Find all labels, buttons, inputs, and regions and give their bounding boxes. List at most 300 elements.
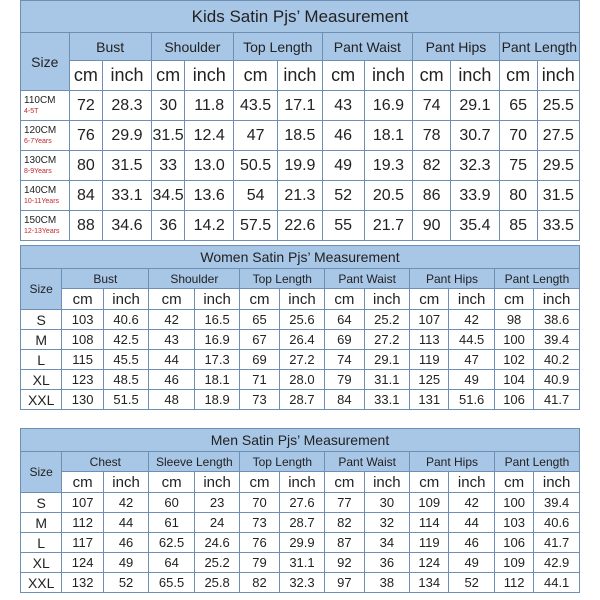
measurement-cell: 51.6 <box>449 390 495 410</box>
measurement-cell: 46 <box>103 533 149 553</box>
measurement-cell: 48 <box>149 390 195 410</box>
measurement-cell: 18.9 <box>194 390 240 410</box>
measurement-cell: 112 <box>62 513 103 533</box>
measurement-cell: 25.2 <box>364 310 410 330</box>
measurement-cell: 18.5 <box>278 121 322 151</box>
measurement-cell: 39.4 <box>534 493 580 513</box>
measurement-cell: 22.6 <box>278 211 322 241</box>
measurement-cell: 28.7 <box>279 390 325 410</box>
women-size-chart <box>20 245 580 410</box>
measurement-cell: 28.0 <box>279 370 325 390</box>
measurement-cell: 40.6 <box>534 513 580 533</box>
measurement-cell: 90 <box>413 211 451 241</box>
measurement-cell: 44.5 <box>449 330 495 350</box>
age-range-label: 6-7Years <box>24 137 52 145</box>
men-column-header: Pant Hips <box>410 452 495 472</box>
measurement-cell: 64 <box>149 553 195 573</box>
unit-cm-label: cm <box>325 289 364 310</box>
women-column-header: Shoulder <box>149 269 240 289</box>
women-header-row <box>21 269 580 289</box>
size-label: L <box>37 534 46 551</box>
measurement-cell: 78 <box>413 121 451 151</box>
unit-cm-label: cm <box>410 472 449 493</box>
measurement-cell: 50.5 <box>233 151 277 181</box>
unit-inch-label: inch <box>364 472 410 493</box>
size-cell <box>21 370 62 390</box>
size-cell <box>21 151 70 181</box>
unit-inch-label: inch <box>185 61 234 91</box>
measurement-cell: 103 <box>494 513 533 533</box>
measurement-cell: 82 <box>325 513 364 533</box>
measurement-cell: 25.2 <box>194 553 240 573</box>
measurement-cell: 25.6 <box>279 310 325 330</box>
measurement-cell: 86 <box>413 181 451 211</box>
measurement-cell: 49 <box>449 553 495 573</box>
measurement-cell: 25.8 <box>194 573 240 593</box>
measurement-cell: 20.5 <box>364 181 413 211</box>
size-cell <box>21 310 62 330</box>
measurement-cell: 42 <box>449 493 495 513</box>
women-column-header: Pant Hips <box>410 269 495 289</box>
unit-inch-label: inch <box>534 289 580 310</box>
measurement-cell: 98 <box>494 310 533 330</box>
unit-cm-label: cm <box>240 289 279 310</box>
size-label: 140CM <box>24 184 57 196</box>
kids-column-header: Pant Hips <box>413 33 499 61</box>
unit-cm-label: cm <box>494 289 533 310</box>
unit-inch-label: inch <box>194 472 240 493</box>
measurement-cell: 38.6 <box>534 310 580 330</box>
measurement-cell: 134 <box>410 573 449 593</box>
measurement-cell: 27.2 <box>279 350 325 370</box>
measurement-cell: 79 <box>325 370 364 390</box>
size-cell <box>21 121 70 151</box>
table-row <box>21 310 580 330</box>
measurement-cell: 21.7 <box>364 211 413 241</box>
measurement-cell: 100 <box>494 493 533 513</box>
men-header-row <box>21 452 580 472</box>
measurement-cell: 35.4 <box>451 211 500 241</box>
men-column-header: Top Length <box>240 452 325 472</box>
measurement-cell: 130 <box>62 390 103 410</box>
kids-column-header: Bust <box>69 33 151 61</box>
measurement-cell: 31.5 <box>537 181 579 211</box>
measurement-cell: 117 <box>62 533 103 553</box>
table-row <box>21 181 580 211</box>
measurement-cell: 29.5 <box>537 151 579 181</box>
measurement-cell: 119 <box>410 350 449 370</box>
measurement-cell: 36 <box>364 553 410 573</box>
measurement-cell: 44 <box>149 350 195 370</box>
measurement-cell: 29.9 <box>103 121 152 151</box>
measurement-cell: 112 <box>494 573 533 593</box>
unit-cm-label: cm <box>233 61 277 91</box>
kids-column-header: Pant Waist <box>322 33 413 61</box>
measurement-cell: 70 <box>240 493 279 513</box>
table-row <box>21 493 580 513</box>
measurement-cell: 100 <box>494 330 533 350</box>
measurement-cell: 33.1 <box>364 390 410 410</box>
measurement-cell: 104 <box>494 370 533 390</box>
measurement-cell: 54 <box>233 181 277 211</box>
measurement-cell: 52 <box>322 181 364 211</box>
women-column-header: Pant Length <box>494 269 579 289</box>
men-column-header: Pant Waist <box>325 452 410 472</box>
unit-cm-label: cm <box>151 61 185 91</box>
measurement-cell: 24.6 <box>194 533 240 553</box>
measurement-cell: 31.1 <box>364 370 410 390</box>
measurement-cell: 69 <box>240 350 279 370</box>
size-cell <box>21 573 62 593</box>
women-column-header: Top Length <box>240 269 325 289</box>
measurement-cell: 82 <box>413 151 451 181</box>
measurement-cell: 61 <box>149 513 195 533</box>
unit-cm-label: cm <box>494 472 533 493</box>
measurement-cell: 41.7 <box>534 390 580 410</box>
measurement-cell: 45.5 <box>103 350 149 370</box>
kids-unit-row <box>21 61 580 91</box>
measurement-cell: 31.1 <box>279 553 325 573</box>
measurement-cell: 92 <box>325 553 364 573</box>
measurement-cell: 115 <box>62 350 103 370</box>
size-label: 110CM <box>24 94 56 106</box>
measurement-cell: 36 <box>151 211 185 241</box>
women-body <box>21 246 580 410</box>
measurement-cell: 67 <box>240 330 279 350</box>
women-size-header: Size <box>21 269 62 310</box>
measurement-cell: 131 <box>410 390 449 410</box>
table-row <box>21 151 580 181</box>
size-cell <box>21 533 62 553</box>
measurement-cell: 33.5 <box>537 211 579 241</box>
kids-table <box>20 0 580 241</box>
unit-cm-label: cm <box>413 61 451 91</box>
unit-cm-label: cm <box>322 61 364 91</box>
unit-inch-label: inch <box>364 61 413 91</box>
measurement-cell: 49 <box>103 553 149 573</box>
table-row <box>21 533 580 553</box>
unit-cm-label: cm <box>69 61 103 91</box>
measurement-cell: 84 <box>69 181 103 211</box>
table-row <box>21 553 580 573</box>
measurement-cell: 74 <box>413 91 451 121</box>
measurement-cell: 114 <box>410 513 449 533</box>
women-title: Women Satin Pjs’ Measurement <box>21 246 580 269</box>
size-cell <box>21 513 62 533</box>
measurement-cell: 39.4 <box>534 330 580 350</box>
unit-cm-label: cm <box>149 289 195 310</box>
measurement-cell: 52 <box>103 573 149 593</box>
measurement-cell: 40.2 <box>534 350 580 370</box>
measurement-cell: 103 <box>62 310 103 330</box>
measurement-cell: 12.4 <box>185 121 234 151</box>
measurement-cell: 125 <box>410 370 449 390</box>
measurement-cell: 75 <box>499 151 537 181</box>
unit-inch-label: inch <box>194 289 240 310</box>
measurement-cell: 43 <box>149 330 195 350</box>
measurement-cell: 32.3 <box>451 151 500 181</box>
measurement-cell: 69 <box>325 330 364 350</box>
measurement-cell: 34.6 <box>103 211 152 241</box>
kids-title: Kids Satin Pjs’ Measurement <box>21 1 580 33</box>
measurement-cell: 88 <box>69 211 103 241</box>
men-unit-row <box>21 472 580 493</box>
measurement-cell: 41.7 <box>534 533 580 553</box>
unit-inch-label: inch <box>537 61 579 91</box>
measurement-cell: 13.6 <box>185 181 234 211</box>
unit-inch-label: inch <box>449 289 495 310</box>
measurement-cell: 72 <box>69 91 103 121</box>
size-cell <box>21 553 62 573</box>
measurement-cell: 33.1 <box>103 181 152 211</box>
age-range-label: 10-11Years <box>24 197 60 205</box>
measurement-cell: 48.5 <box>103 370 149 390</box>
table-row <box>21 513 580 533</box>
unit-inch-label: inch <box>103 472 149 493</box>
unit-inch-label: inch <box>534 472 580 493</box>
measurement-cell: 109 <box>410 493 449 513</box>
measurement-cell: 132 <box>62 573 103 593</box>
men-column-header: Pant Length <box>494 452 579 472</box>
women-column-header: Bust <box>62 269 149 289</box>
size-label: XL <box>32 371 50 388</box>
unit-inch-label: inch <box>103 61 152 91</box>
measurement-cell: 29.1 <box>451 91 500 121</box>
men-body <box>21 429 580 593</box>
size-cell <box>21 390 62 410</box>
size-label: L <box>37 351 46 368</box>
measurement-cell: 70 <box>499 121 537 151</box>
measurement-cell: 107 <box>62 493 103 513</box>
age-range-label: 4-5T <box>24 107 39 115</box>
unit-inch-label: inch <box>449 472 495 493</box>
measurement-cell: 29.9 <box>279 533 325 553</box>
measurement-cell: 113 <box>410 330 449 350</box>
kids-size-chart <box>20 0 580 241</box>
measurement-cell: 32.3 <box>279 573 325 593</box>
measurement-cell: 19.3 <box>364 151 413 181</box>
measurement-cell: 34.5 <box>151 181 185 211</box>
size-label: S <box>36 494 46 511</box>
measurement-cell: 47 <box>449 350 495 370</box>
measurement-cell: 47 <box>233 121 277 151</box>
measurement-cell: 43.5 <box>233 91 277 121</box>
women-unit-row <box>21 289 580 310</box>
table-row <box>21 121 580 151</box>
unit-inch-label: inch <box>364 289 410 310</box>
measurement-cell: 79 <box>240 553 279 573</box>
women-title-row <box>21 246 580 269</box>
measurement-cell: 107 <box>410 310 449 330</box>
size-label: M <box>35 331 48 348</box>
table-row <box>21 573 580 593</box>
measurement-cell: 13.0 <box>185 151 234 181</box>
measurement-cell: 106 <box>494 533 533 553</box>
measurement-cell: 65 <box>240 310 279 330</box>
size-label: 120CM <box>24 124 57 136</box>
size-label: XL <box>32 554 50 571</box>
measurement-cell: 44.1 <box>534 573 580 593</box>
unit-cm-label: cm <box>240 472 279 493</box>
size-label: S <box>36 311 46 328</box>
measurement-cell: 16.9 <box>194 330 240 350</box>
men-column-header: Chest <box>62 452 149 472</box>
measurement-cell: 73 <box>240 513 279 533</box>
size-label: 130CM <box>24 154 57 166</box>
measurement-cell: 40.9 <box>534 370 580 390</box>
measurement-cell: 18.1 <box>364 121 413 151</box>
kids-column-header: Pant Length <box>499 33 579 61</box>
measurement-cell: 106 <box>494 390 533 410</box>
measurement-cell: 46 <box>149 370 195 390</box>
measurement-cell: 34 <box>364 533 410 553</box>
measurement-cell: 71 <box>240 370 279 390</box>
table-row <box>21 370 580 390</box>
kids-column-header: Top Length <box>233 33 322 61</box>
measurement-cell: 76 <box>240 533 279 553</box>
measurement-cell: 42.5 <box>103 330 149 350</box>
measurement-cell: 29.1 <box>364 350 410 370</box>
table-row <box>21 350 580 370</box>
unit-inch-label: inch <box>279 472 325 493</box>
men-title: Men Satin Pjs’ Measurement <box>21 429 580 452</box>
size-cell <box>21 493 62 513</box>
men-column-header: Sleeve Length <box>149 452 240 472</box>
men-table <box>20 428 580 593</box>
kids-size-header: Size <box>21 33 70 91</box>
men-size-chart <box>20 428 580 593</box>
measurement-cell: 84 <box>325 390 364 410</box>
women-table <box>20 245 580 410</box>
measurement-cell: 40.6 <box>103 310 149 330</box>
measurement-cell: 87 <box>325 533 364 553</box>
measurement-cell: 17.3 <box>194 350 240 370</box>
measurement-cell: 16.5 <box>194 310 240 330</box>
measurement-cell: 49 <box>322 151 364 181</box>
measurement-cell: 109 <box>494 553 533 573</box>
measurement-cell: 65 <box>499 91 537 121</box>
age-range-label: 12-13Years <box>24 227 60 235</box>
unit-cm-label: cm <box>149 472 195 493</box>
measurement-cell: 33 <box>151 151 185 181</box>
measurement-cell: 21.3 <box>278 181 322 211</box>
measurement-cell: 28.7 <box>279 513 325 533</box>
measurement-cell: 11.8 <box>185 91 234 121</box>
measurement-cell: 18.1 <box>194 370 240 390</box>
measurement-cell: 82 <box>240 573 279 593</box>
measurement-cell: 49 <box>449 370 495 390</box>
measurement-cell: 26.4 <box>279 330 325 350</box>
unit-cm-label: cm <box>499 61 537 91</box>
size-label: M <box>35 514 48 531</box>
measurement-cell: 42 <box>103 493 149 513</box>
measurement-cell: 80 <box>499 181 537 211</box>
size-label: 150CM <box>24 214 57 226</box>
kids-column-header: Shoulder <box>151 33 233 61</box>
measurement-cell: 80 <box>69 151 103 181</box>
size-cell <box>21 91 70 121</box>
measurement-cell: 97 <box>325 573 364 593</box>
unit-inch-label: inch <box>279 289 325 310</box>
measurement-cell: 16.9 <box>364 91 413 121</box>
size-label: XXL <box>27 574 55 591</box>
measurement-cell: 62.5 <box>149 533 195 553</box>
size-cell <box>21 330 62 350</box>
measurement-cell: 85 <box>499 211 537 241</box>
measurement-cell: 43 <box>322 91 364 121</box>
measurement-cell: 102 <box>494 350 533 370</box>
measurement-cell: 14.2 <box>185 211 234 241</box>
unit-cm-label: cm <box>62 472 103 493</box>
measurement-cell: 44 <box>103 513 149 533</box>
unit-cm-label: cm <box>325 472 364 493</box>
unit-cm-label: cm <box>410 289 449 310</box>
measurement-cell: 42.9 <box>534 553 580 573</box>
measurement-cell: 27.6 <box>279 493 325 513</box>
table-row <box>21 330 580 350</box>
measurement-cell: 76 <box>69 121 103 151</box>
measurement-cell: 38 <box>364 573 410 593</box>
measurement-cell: 30.7 <box>451 121 500 151</box>
measurement-cell: 51.5 <box>103 390 149 410</box>
women-column-header: Pant Waist <box>325 269 410 289</box>
measurement-cell: 52 <box>449 573 495 593</box>
measurement-cell: 77 <box>325 493 364 513</box>
measurement-cell: 30 <box>364 493 410 513</box>
measurement-cell: 46 <box>322 121 364 151</box>
measurement-cell: 124 <box>62 553 103 573</box>
table-row <box>21 211 580 241</box>
measurement-cell: 46 <box>449 533 495 553</box>
table-row <box>21 91 580 121</box>
measurement-cell: 27.2 <box>364 330 410 350</box>
unit-inch-label: inch <box>278 61 322 91</box>
unit-inch-label: inch <box>451 61 500 91</box>
measurement-cell: 19.9 <box>278 151 322 181</box>
measurement-cell: 24 <box>194 513 240 533</box>
table-row <box>21 390 580 410</box>
measurement-cell: 64 <box>325 310 364 330</box>
measurement-cell: 28.3 <box>103 91 152 121</box>
measurement-cell: 108 <box>62 330 103 350</box>
kids-header-row <box>21 33 580 61</box>
measurement-cell: 42 <box>149 310 195 330</box>
measurement-cell: 23 <box>194 493 240 513</box>
measurement-cell: 60 <box>149 493 195 513</box>
measurement-cell: 17.1 <box>278 91 322 121</box>
men-size-header: Size <box>21 452 62 493</box>
measurement-cell: 44 <box>449 513 495 533</box>
measurement-cell: 65.5 <box>149 573 195 593</box>
measurement-cell: 74 <box>325 350 364 370</box>
measurement-cell: 33.9 <box>451 181 500 211</box>
measurement-cell: 42 <box>449 310 495 330</box>
measurement-cell: 57.5 <box>233 211 277 241</box>
unit-cm-label: cm <box>62 289 103 310</box>
unit-inch-label: inch <box>103 289 149 310</box>
measurement-cell: 119 <box>410 533 449 553</box>
kids-title-row <box>21 1 580 33</box>
kids-body <box>21 1 580 241</box>
measurement-cell: 123 <box>62 370 103 390</box>
measurement-cell: 27.5 <box>537 121 579 151</box>
measurement-cell: 25.5 <box>537 91 579 121</box>
measurement-cell: 73 <box>240 390 279 410</box>
measurement-cell: 30 <box>151 91 185 121</box>
measurement-cell: 31.5 <box>151 121 185 151</box>
size-cell <box>21 350 62 370</box>
measurement-cell: 32 <box>364 513 410 533</box>
